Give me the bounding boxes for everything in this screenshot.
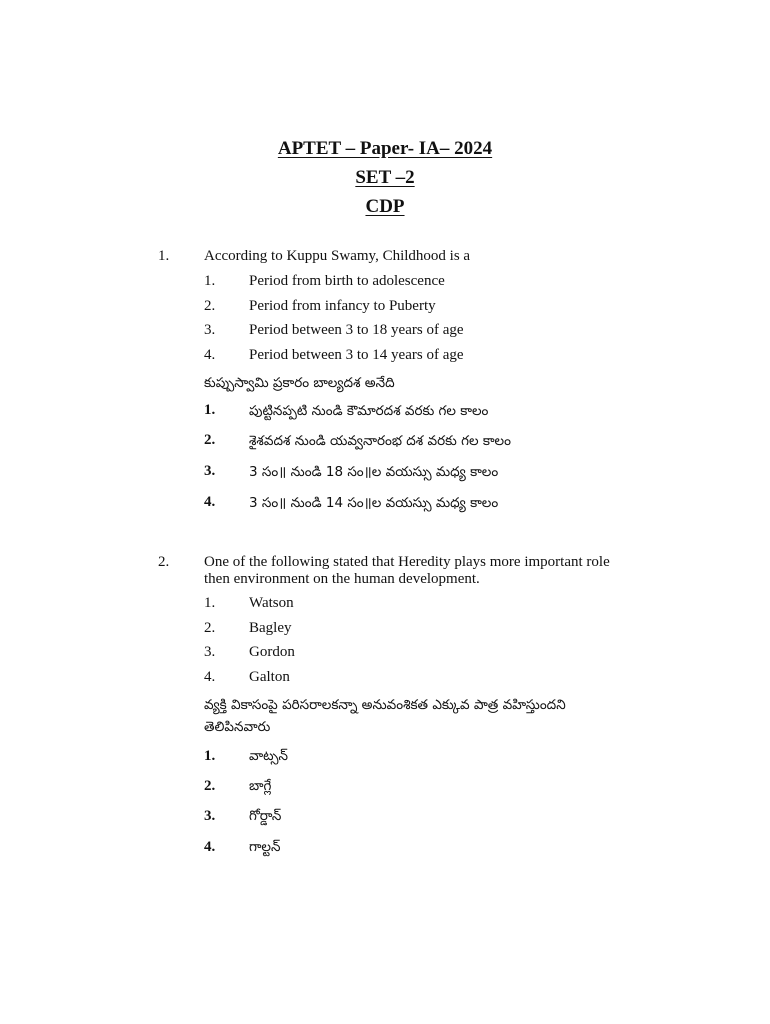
telugu-question-text: వ్యక్తి వికాసంపై పరిసరాలకన్నా అనువంశికత ఎక్కువ పాత్ర వహిస్తుందని తెలిపినవారు <box>204 697 566 735</box>
option-number: 1. <box>204 273 216 289</box>
option-text: Watson <box>249 595 294 611</box>
option-text: Bagley <box>249 620 292 636</box>
option-number: 2. <box>204 298 216 314</box>
telugu-option-number: 1. <box>204 748 216 764</box>
option-number: 1. <box>204 595 216 611</box>
question-number: 2. <box>158 554 170 570</box>
telugu-option-number: 4. <box>204 839 216 855</box>
telugu-option-number: 2. <box>204 778 216 794</box>
telugu-question-text: కుప్పుస్వామి ప్రకారం బాల్యదశ అనేది <box>204 375 395 391</box>
option-number: 4. <box>204 347 216 363</box>
question-text: According to Kuppu Swamy, Childhood is a <box>204 248 471 264</box>
set-label: SET –2 <box>355 167 415 188</box>
telugu-option-text: 3 సం॥ నుండి 14 సం॥ల వయస్సు మధ్య కాలం <box>249 495 499 511</box>
option-number: 2. <box>204 620 216 636</box>
option-text: Gordon <box>249 644 295 660</box>
telugu-option-text: గోర్డాన్ <box>249 808 282 824</box>
telugu-option-number: 3. <box>204 808 216 824</box>
question-text: One of the following stated that Heredity plays more important role then environment on the human development. <box>204 554 610 587</box>
option-number: 3. <box>204 322 216 338</box>
telugu-option-text: గాల్టన్ <box>249 839 281 855</box>
telugu-option-text: శైశవదశ నుండి యవ్వనారంభ దశ వరకు గల కాలం <box>249 433 511 449</box>
telugu-option-text: 3 సం॥ నుండి 18 సం॥ల వయస్సు మధ్య కాలం <box>249 464 499 480</box>
option-number: 4. <box>204 669 216 685</box>
exam-title: APTET – Paper- IA– 2024 <box>277 138 493 159</box>
telugu-option-number: 3. <box>204 463 216 479</box>
option-text: Period from infancy to Puberty <box>249 298 436 314</box>
telugu-option-number: 2. <box>204 432 216 448</box>
option-text: Period between 3 to 18 years of age <box>249 322 464 338</box>
telugu-option-number: 1. <box>204 402 216 418</box>
option-text: Galton <box>249 669 290 685</box>
telugu-option-text: పుట్టినప్పటి నుండి కౌమారదశ వరకు గల కాలం <box>249 403 489 419</box>
question-number: 1. <box>158 248 170 264</box>
telugu-option-text: వాట్సన్ <box>249 748 288 764</box>
option-number: 3. <box>204 644 216 660</box>
telugu-option-number: 4. <box>204 494 216 510</box>
option-text: Period from birth to adolescence <box>249 273 445 289</box>
option-text: Period between 3 to 14 years of age <box>249 347 464 363</box>
telugu-option-text: బాగ్లే <box>249 778 272 794</box>
subject-label: CDP <box>365 196 405 217</box>
